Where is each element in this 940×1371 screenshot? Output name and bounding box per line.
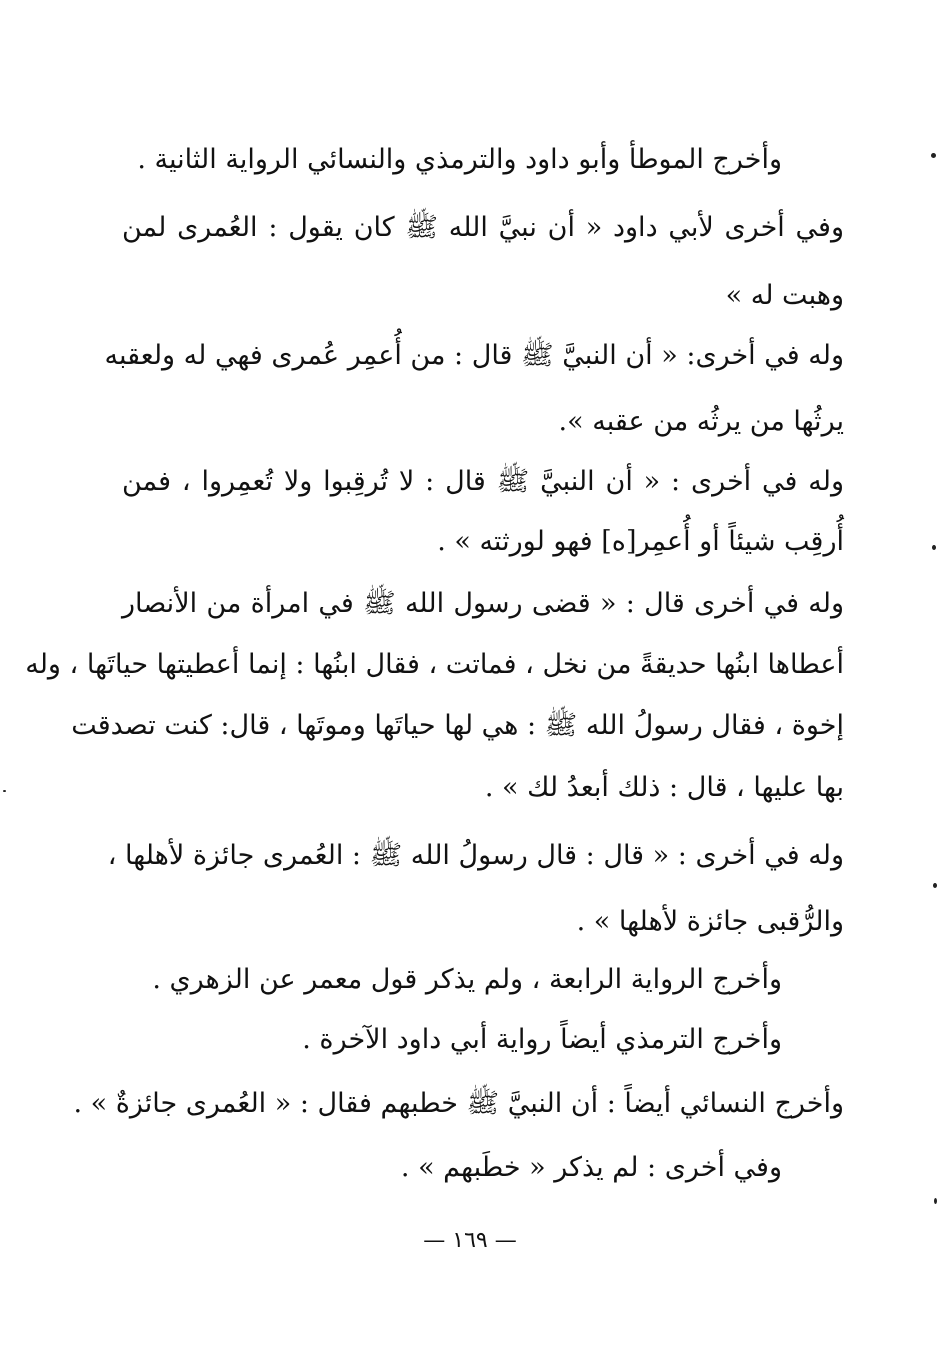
text-line-2: وفي أخرى لأبي داود « أن نبيَّ الله ﷺ كان يقول : العُمرى لمن	[122, 212, 844, 243]
scan-speck	[933, 883, 937, 888]
text-line-17: وفي أخرى : لم يذكر « خطَبهم » .	[400, 1152, 782, 1183]
text-line-12: وله في أخرى : « قال : قال رسولُ الله ﷺ : العُمرى جائزة لأهلها ،	[107, 840, 844, 871]
text-line-13: والرُّقبى جائزة لأهلها » .	[576, 906, 844, 937]
text-line-6: وله في أخرى : « أن النبيَّ ﷺ قال : لا تُرقِبوا ولا تُعمِروا ، فمن	[122, 466, 844, 497]
text-line-8: وله في أخرى قال : « قضى رسول الله ﷺ في امرأة من الأنصار	[122, 588, 844, 619]
text-line-14: وأخرج الرواية الرابعة ، ولم يذكر قول معمر عن الزهري .	[152, 964, 782, 995]
text-line-9: أعطاها ابنُها حديقةً من نخل ، فماتت ، فقال ابنُها : إنما أعطيتها حياتَها ، وله	[25, 649, 844, 680]
text-line-16: وأخرج النسائي أيضاً : أن النبيَّ ﷺ خطبهم فقال : « العُمرى جائزةٌ » .	[73, 1088, 844, 1119]
text-line-5: يرثُها من يرثُه من عقبه ».	[558, 406, 844, 437]
text-line-3: وهبت له »	[725, 280, 844, 311]
scan-speck	[932, 545, 936, 550]
scan-speck	[3, 790, 6, 792]
scan-speck	[931, 153, 936, 158]
text-line-4: وله في أخرى: « أن النبيَّ ﷺ قال : من أُعمِر عُمرى فهي له ولعقبه	[104, 340, 844, 371]
text-line-7: أُرقِب شيئاً أو أُعمِر[ه] فهو لورثته » .	[437, 526, 844, 557]
text-line-1: وأخرج الموطأ وأبو داود والترمذي والنسائي الرواية الثانية .	[137, 144, 782, 175]
text-line-15: وأخرج الترمذي أيضاً رواية أبي داود الآخرة .	[302, 1024, 782, 1055]
text-line-10: إخوة ، فقال رسولُ الله ﷺ : هي لها حياتَها وموتَها ، قال: كنت تصدقت	[71, 710, 844, 741]
scan-speck	[934, 1198, 937, 1204]
page-number: — ١٦٩ —	[423, 1228, 517, 1253]
text-line-11: بها عليها ، قال : ذلك أبعدُ لك » .	[484, 772, 844, 803]
